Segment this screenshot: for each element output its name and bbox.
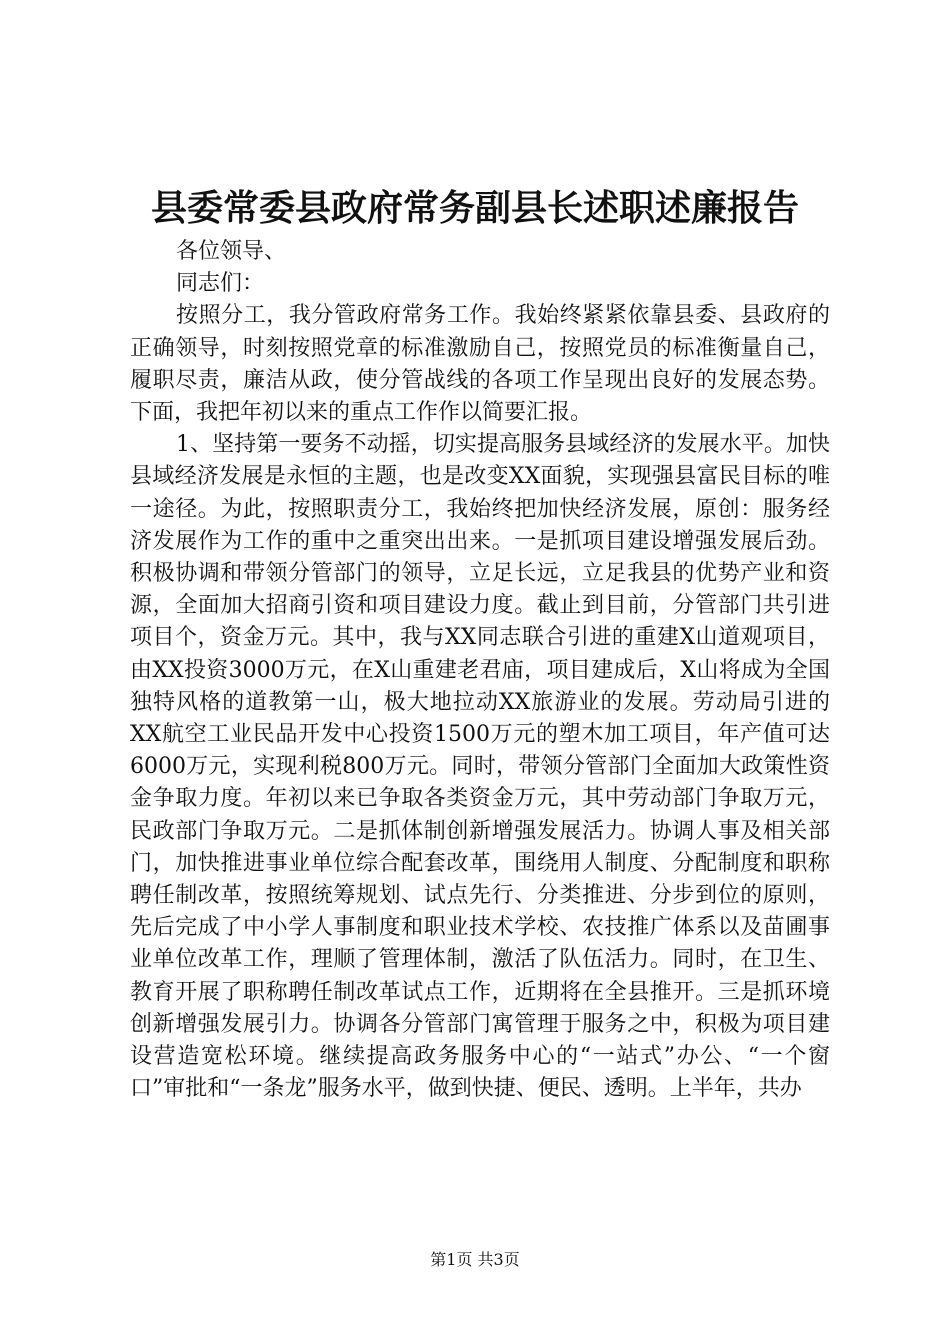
document-body xyxy=(130,236,830,1105)
document-title: 县委常委县政府常务副县长述职述廉报告 xyxy=(150,187,799,229)
page-number-footer: 第1页 共3页 xyxy=(430,1250,520,1269)
salutation-line-1: 各位领导、 xyxy=(176,239,287,264)
paragraph-intro: 按照分工，我分管政府常务工作。我始终紧紧依靠县委、县政府的正确领导，时刻按照党章的标准激励自己，按照党员的标准衡量自己，履职尽责，廉洁从政，使分管战线的各项工作呈现出良好的发展态势。下面，我把年初以来的重点工作作以简要汇报。 xyxy=(130,303,830,426)
paragraph-section-1: 1、坚持第一要务不动摇，切实提高服务县域经济的发展水平。加快县域经济发展是永恒的主题，也是改变XX面貌，实现强县富民目标的唯一途径。为此，按照职责分工，我始终把加快经济发展，原创：服务经济发展作为工作的重中之重突出出来。一是抓项目建设增强发展后劲。积极协调和带领分管部门的领导，立足长远，立足我县的优势产业和资源，全面加大招商引资和项目建设力度。截止到目前，分管部门共引进项目个，资金万元。其中，我与XX同志联合引进的重建X山道观项目，由XX投资3000万元，在X山重建老君庙，项目建成后，X山将成为全国独特风格的道教第一山，极大地拉动XX旅游业的发展。劳动局引进的XX航空工业民品开发中心投资1500万元的塑木加工项目，年产值可达6000万元，实现利税800万元。同时，带领分管部门全面加大政策性资金争取力度。年初以来已争取各类资金万元，其中劳动部门争取万元，民政部门争取万元。二是抓体制创新增强发展活力。协调人事及相关部门，加快推进事业单位综合配套改革，围绕用人制度、分配制度和职称聘任制改革，按照统筹规划、试点先行、分类推进、分步到位的原则，先后完成了中小学人事制度和职业技术学校、农技推广体系以及苗圃事业单位改革工作，理顺了管理体制，激活了队伍活力。同时，在卫生、教育开展了职称聘任制改革试点工作，近期将在全县推开。三是抓环境创新增强发展引力。协调各分管部门寓管理于服务之中，积极为项目建设营造宽松环境。继续提高政务服务中心的“一站式”办公、“一个窗口”审批和“一条龙”服务水平，做到快捷、便民、透明。上半年，共办 xyxy=(130,432,830,1102)
salutation-line-2: 同志们： xyxy=(176,271,265,297)
